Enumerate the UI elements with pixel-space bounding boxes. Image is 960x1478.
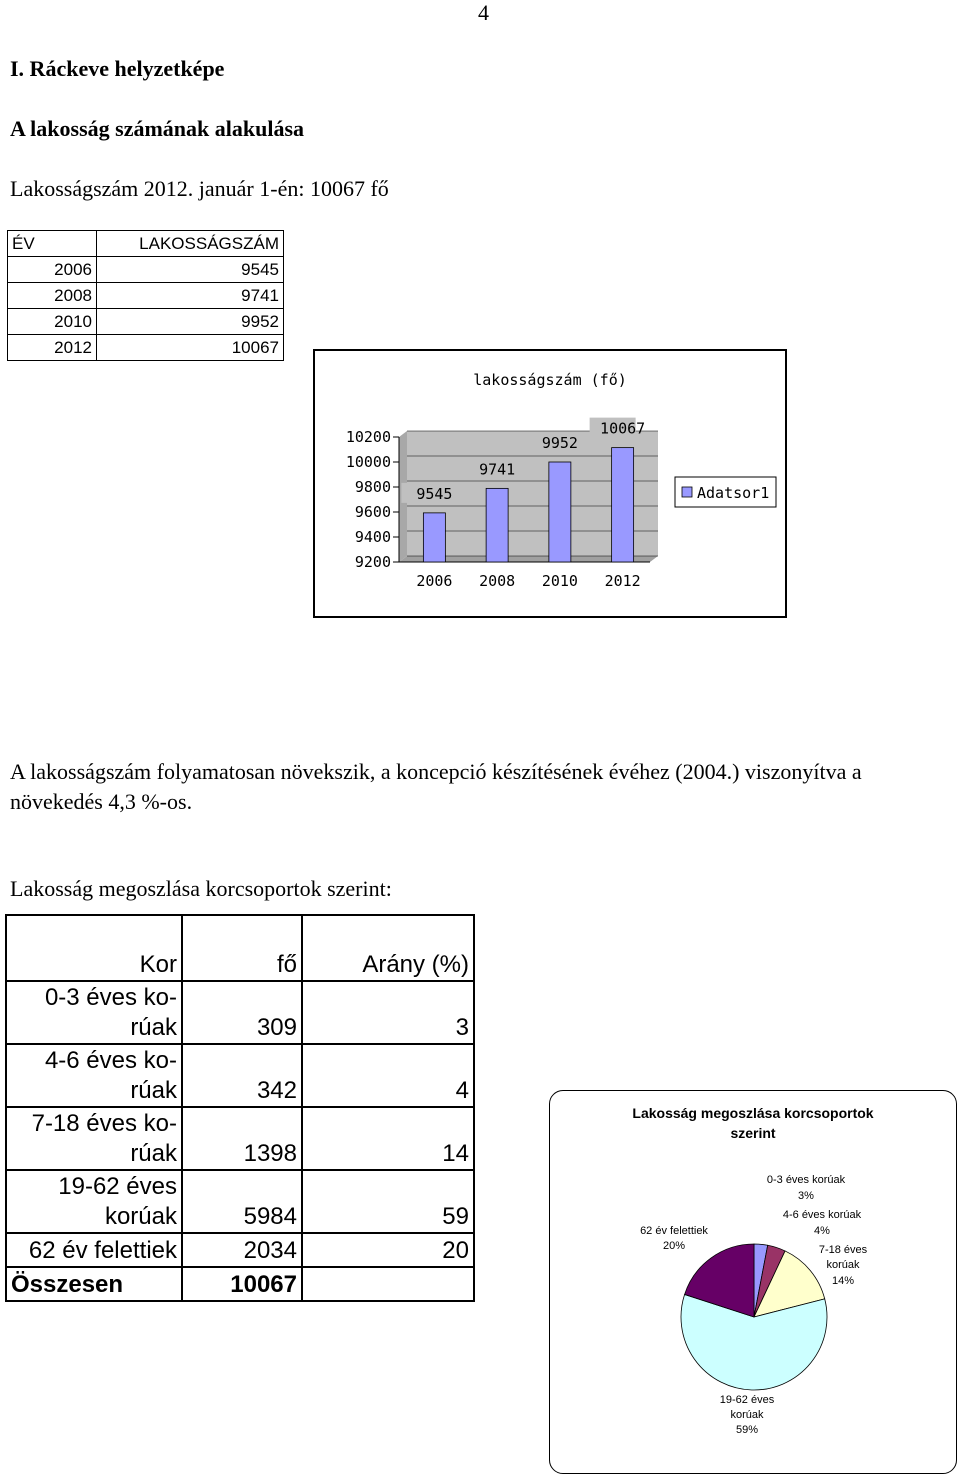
- bar-x-tick-label: 2006: [416, 572, 453, 590]
- age-label-line1: 7-18 éves ko-: [31, 1110, 177, 1137]
- table-row: [6, 1233, 474, 1267]
- pie-slice-label: 4%: [814, 1225, 830, 1237]
- age-header-arany: Arány (%): [302, 915, 474, 981]
- age-label-line1: 4-6 éves ko-: [44, 1047, 177, 1074]
- bar-mark: [486, 488, 508, 562]
- pie-slice-label: 19-62 éves: [719, 1394, 775, 1406]
- age-total-label: Összesen: [6, 1267, 182, 1301]
- pie-slice-label: 0-3 éves korúak: [766, 1174, 846, 1186]
- age-label-cell: [6, 1170, 182, 1233]
- population-year-cell: 2012: [8, 335, 97, 361]
- bar-y-tick-label: 9600: [354, 503, 391, 521]
- age-fo-cell: 309: [182, 981, 302, 1044]
- pie-slice-label: 3%: [798, 1190, 814, 1202]
- bar-x-tick-label: 2008: [479, 572, 516, 590]
- bar-data-label: 9741: [479, 460, 516, 479]
- age-arany-cell: 4: [302, 1044, 474, 1107]
- age-label-line2: rúak: [130, 1140, 177, 1167]
- age-fo-cell: 1398: [182, 1107, 302, 1170]
- description-paragraph: A lakosságszám folyamatosan növekszik, a koncepció készítésének évéhez (2004.) viszonyítva a növekedés 4,3 %-os.: [10, 759, 862, 814]
- age-label-cell: [6, 1107, 182, 1170]
- age-label-line2: rúak: [130, 1014, 177, 1041]
- pie-title-line2: szerint: [730, 1125, 776, 1141]
- page-number: 4: [478, 0, 489, 25]
- table-row: [8, 309, 284, 335]
- population-year-cell: 2006: [8, 257, 97, 283]
- population-header-count: LAKOSSÁGSZÁM: [97, 231, 284, 257]
- table-row: [8, 335, 284, 361]
- age-arany-cell: 20: [302, 1233, 474, 1267]
- table-total-row: [6, 1267, 474, 1301]
- bar-y-tick-label: 9200: [354, 553, 391, 571]
- age-fo-cell: 2034: [182, 1233, 302, 1267]
- age-label-line1: 0-3 éves ko-: [44, 984, 177, 1011]
- bar-mark: [423, 513, 445, 562]
- pie-slice-label: 7-18 éves: [818, 1244, 868, 1256]
- table-row: [6, 1044, 474, 1107]
- age-fo-cell: 342: [182, 1044, 302, 1107]
- age-arany-cell: 59: [302, 1170, 474, 1233]
- age-table-header: [6, 915, 474, 981]
- bar-y-tick-label: 9800: [354, 478, 391, 496]
- bar-data-label: 9545: [416, 484, 453, 503]
- pie-slice-label: 20%: [662, 1240, 686, 1252]
- table-row: [6, 981, 474, 1044]
- table-row: [6, 1170, 474, 1233]
- age-total-fo: 10067: [182, 1267, 302, 1301]
- bar-chart-canvas: [315, 351, 785, 616]
- age-label-cell: [6, 1044, 182, 1107]
- age-arany-cell: 3: [302, 981, 474, 1044]
- table-row: [6, 1107, 474, 1170]
- population-table: [7, 230, 284, 361]
- pie-slice-label: korúak: [826, 1259, 860, 1271]
- bar-mark: [612, 448, 634, 562]
- bar-legend-swatch: [682, 487, 692, 497]
- bar-y-tick-label: 10200: [345, 428, 391, 446]
- pie-slice-label: korúak: [730, 1409, 764, 1421]
- subsection-title: A lakosság számának alakulása: [10, 116, 305, 141]
- age-label-line2: rúak: [130, 1077, 177, 1104]
- population-count-cell: 9741: [97, 283, 284, 309]
- pie-slice-label: 59%: [735, 1424, 759, 1436]
- bar-x-tick-label: 2012: [604, 572, 641, 590]
- bar-chart-title: lakosságszám (fő): [473, 371, 627, 389]
- population-year-cell: 2008: [8, 283, 97, 309]
- age-label-cell: 62 év felettiek: [6, 1233, 182, 1267]
- age-label-line2: korúak: [104, 1203, 177, 1230]
- pie-slice-label: 62 év felettiek: [640, 1225, 708, 1237]
- pie-slice-label: 14%: [831, 1275, 855, 1287]
- population-bar-chart: [313, 349, 787, 618]
- population-header-year: ÉV: [8, 231, 97, 257]
- bar-x-tick-label: 2010: [541, 572, 578, 590]
- age-arany-cell: 14: [302, 1107, 474, 1170]
- population-line: Lakosságszám 2012. január 1-én: 10067 fő: [10, 176, 389, 201]
- population-year-cell: 2010: [8, 309, 97, 335]
- bar-y-tick-label: 9400: [354, 528, 391, 546]
- age-total-arany-empty: [302, 1267, 474, 1301]
- table-row: [8, 283, 284, 309]
- age-header-kor: Kor: [6, 915, 182, 981]
- section-title: I. Ráckeve helyzetképe: [10, 56, 225, 81]
- pie-chart-canvas: [550, 1091, 955, 1472]
- bar-mark: [549, 462, 571, 562]
- pie-slice-label: 4-6 éves korúak: [782, 1209, 862, 1221]
- age-group-title: Lakosság megoszlása korcsoportok szerint:: [10, 876, 392, 901]
- population-count-cell: 9952: [97, 309, 284, 335]
- age-group-pie-chart: [549, 1090, 957, 1474]
- bar-legend-label: Adatsor1: [697, 484, 770, 502]
- bar-data-label: 10067: [600, 419, 646, 438]
- age-fo-cell: 5984: [182, 1170, 302, 1233]
- age-label-cell: [6, 981, 182, 1044]
- pie-title-line1: Lakosság megoszlása korcsoportok: [632, 1105, 874, 1121]
- table-row: [8, 257, 284, 283]
- age-label-line1: 19-62 éves: [58, 1173, 177, 1200]
- population-count-cell: 10067: [97, 335, 284, 361]
- age-header-fo: fő: [182, 915, 302, 981]
- population-table-header: [8, 231, 284, 257]
- age-group-table: [5, 914, 475, 1302]
- population-count-cell: 9545: [97, 257, 284, 283]
- bar-data-label: 9952: [541, 434, 578, 452]
- bar-y-tick-label: 10000: [345, 453, 391, 471]
